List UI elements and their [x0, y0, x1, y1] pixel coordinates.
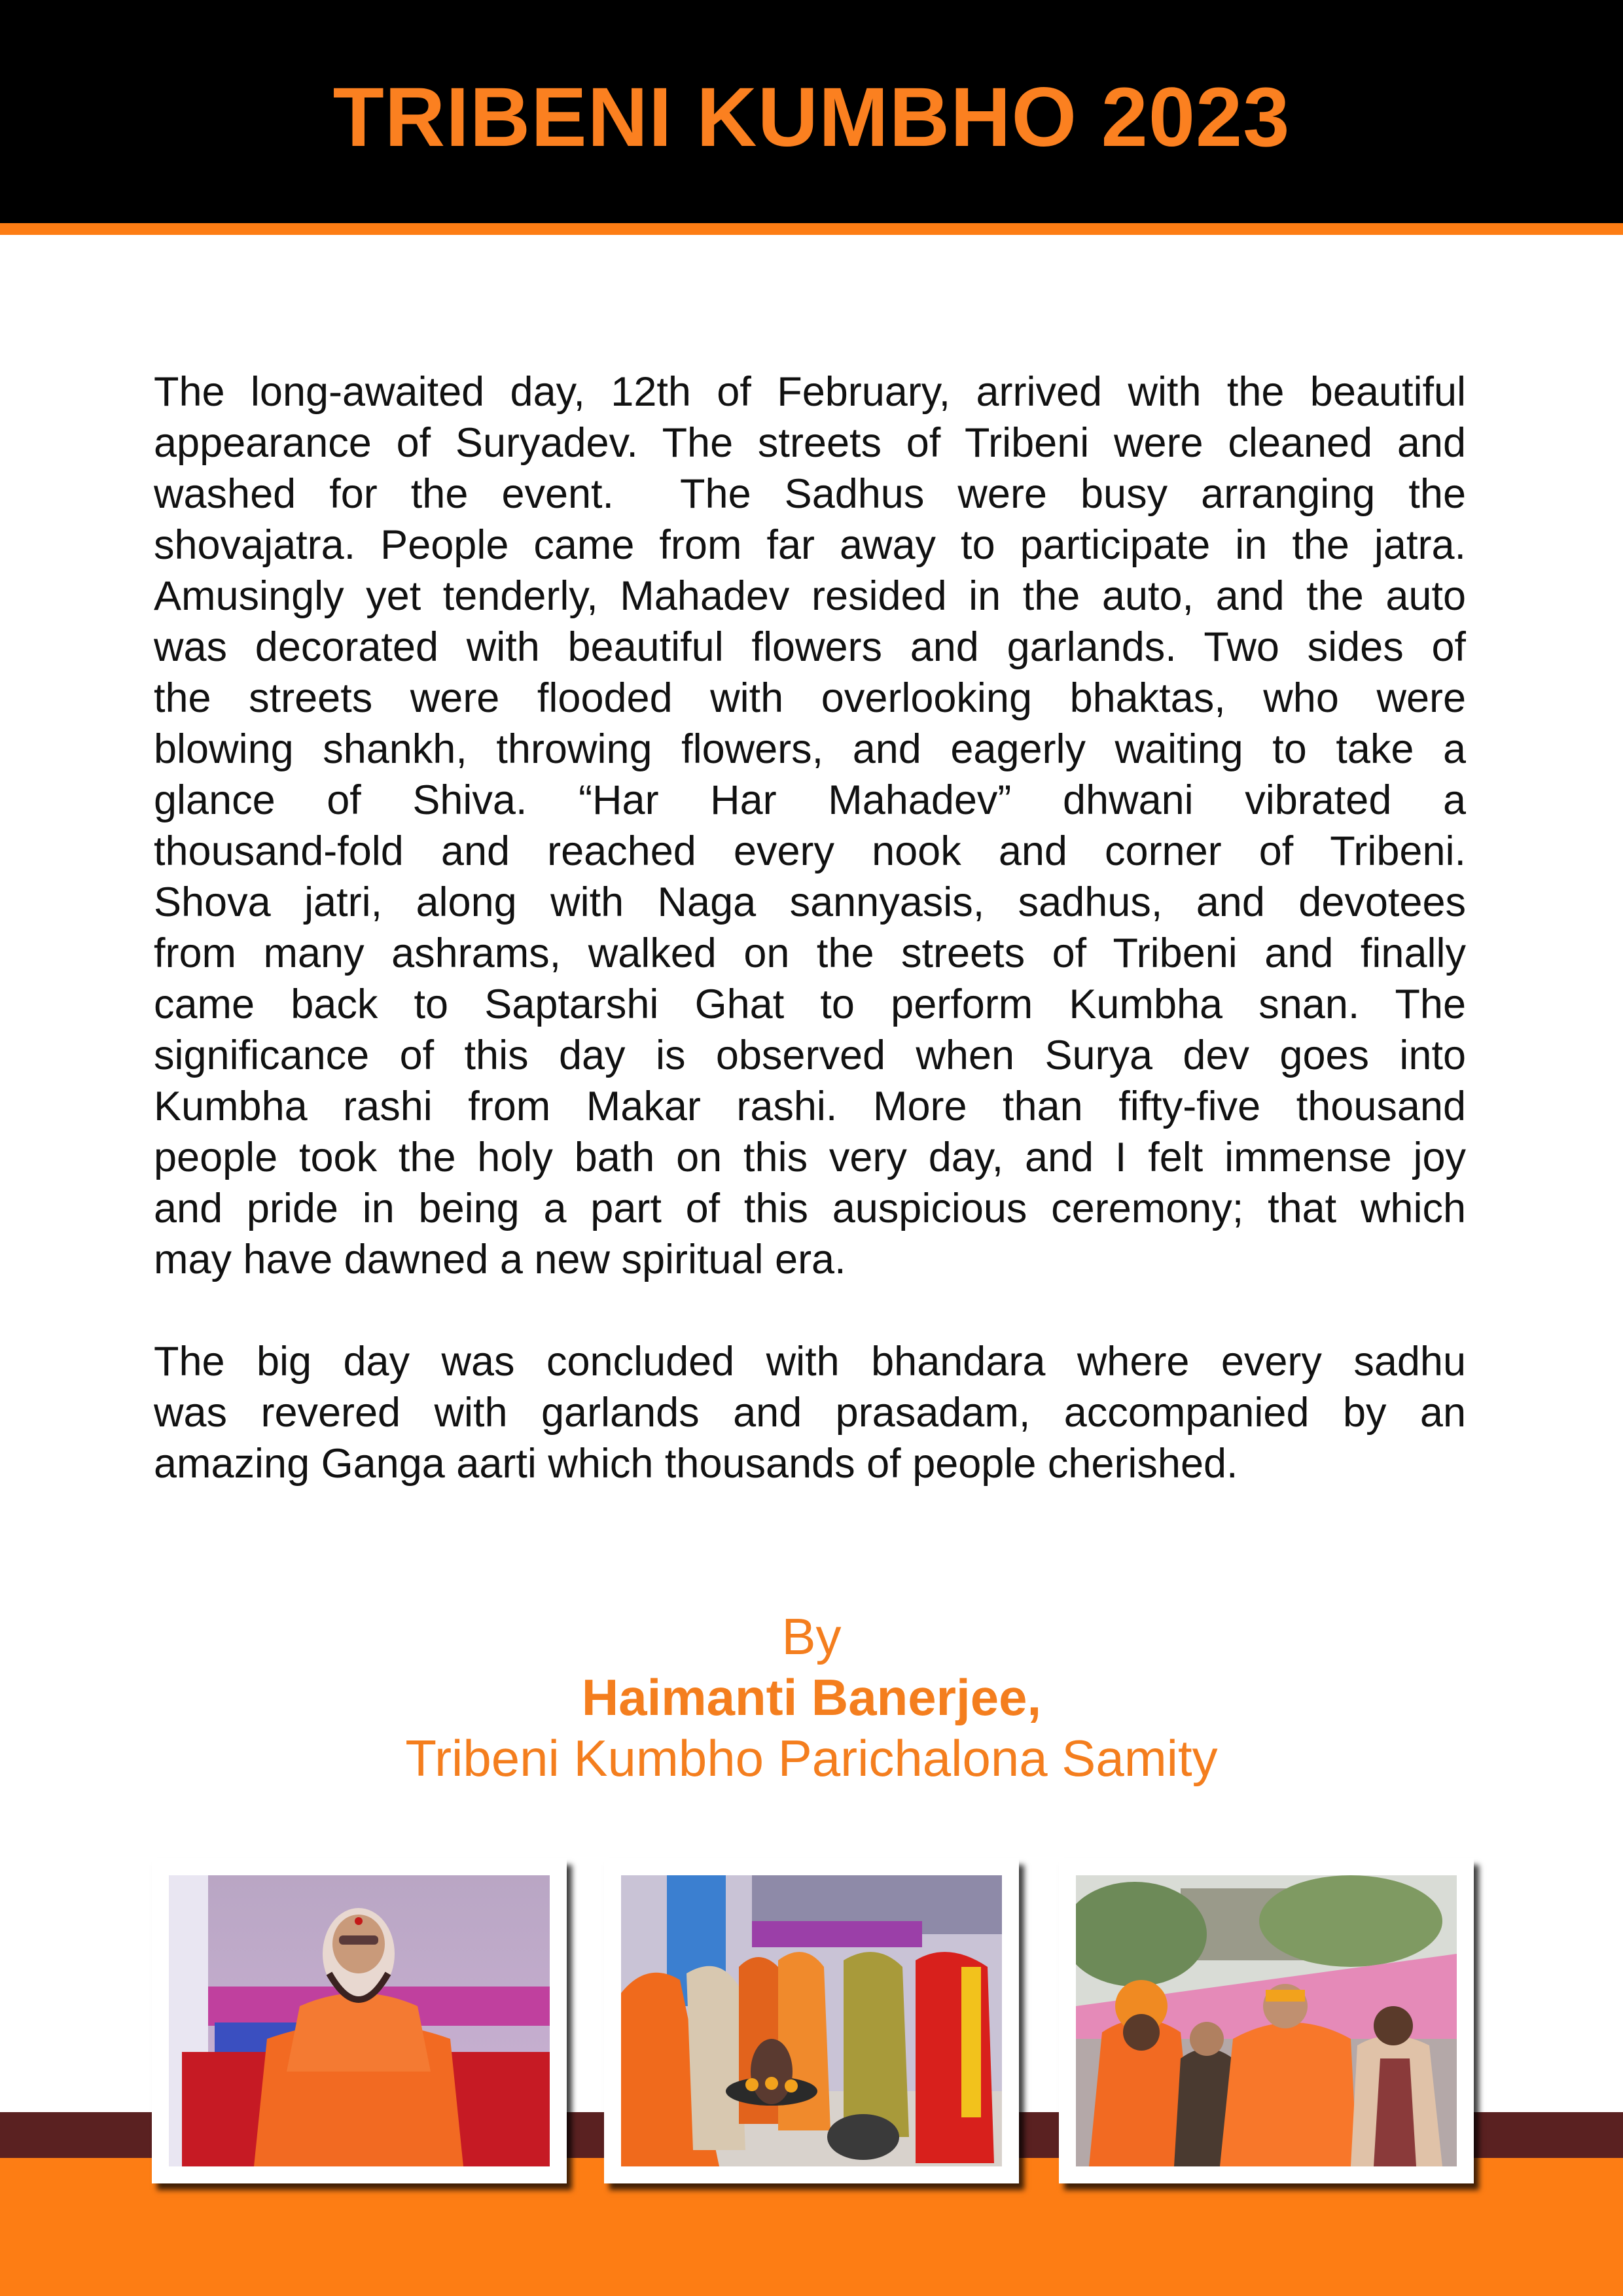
photo-frame-2: [604, 1858, 1019, 2183]
text-line: the streets were flooded with overlooking bhaktas, who were: [154, 675, 1466, 721]
text-line: and pride in being a part of this auspicious ceremony; that which: [154, 1186, 1466, 1231]
author-name: Haimanti Banerjee,: [581, 1669, 1042, 1726]
text-line: Amusingly yet tenderly, Mahadev resided in the auto, and the auto: [154, 573, 1466, 619]
seated-sadhu-photo: [169, 1875, 550, 2166]
text-line: The big day was concluded with bhandara where every sadhu: [154, 1339, 1466, 1385]
text-line: appearance of Suryadev. The streets of Tribeni were cleaned and: [154, 420, 1466, 466]
byline-label: By: [781, 1608, 842, 1665]
photo-frame-1: [152, 1858, 567, 2183]
text-line: Shova jatri, along with Naga sannyasis, sadhus, and devotees: [154, 879, 1466, 925]
text-line: amazing Ganga aarti which thousands of people cherished.: [154, 1441, 1238, 1487]
header-bar: [0, 0, 1623, 223]
attribution-block: [0, 1606, 1623, 1789]
article-body: [154, 366, 1466, 1489]
page-title: TRIBENI KUMBHO 2023: [332, 71, 1291, 164]
paragraph-1: [154, 366, 1466, 1285]
text-line: was decorated with beautiful flowers and garlands. Two sides of: [154, 624, 1466, 670]
text-line: washed for the event. The Sadhus were busy arranging the: [154, 471, 1466, 517]
text-line: glance of Shiva. “Har Har Mahadev” dhwani vibrated a: [154, 777, 1466, 823]
text-line: was revered with garlands and prasadam, accompanied by an: [154, 1390, 1466, 1436]
text-line: significance of this day is observed when Surya dev goes into: [154, 1033, 1466, 1078]
text-line: Kumbha rashi from Makar rashi. More than fifty-five thousand: [154, 1084, 1466, 1129]
text-line: shovajatra. People came from far away to participate in the jatra.: [154, 522, 1466, 568]
text-line: thousand-fold and reached every nook and corner of Tribeni.: [154, 828, 1466, 874]
shivling-puja-photo: [621, 1875, 1002, 2166]
procession-sadhus-photo: [1076, 1875, 1457, 2166]
photo-frame-3: [1059, 1858, 1474, 2183]
text-line: may have dawned a new spiritual era.: [154, 1237, 846, 1282]
text-line: people took the holy bath on this very day, and I felt immense joy: [154, 1135, 1466, 1180]
text-line: blowing shankh, throwing flowers, and eagerly waiting to take a: [154, 726, 1466, 772]
text-line: came back to Saptarshi Ghat to perform Kumbha snan. The: [154, 981, 1466, 1027]
text-line: from many ashrams, walked on the streets of Tribeni and finally: [154, 930, 1466, 976]
paragraph-2: [154, 1336, 1466, 1489]
header-accent-stripe: [0, 223, 1623, 235]
author-organization: Tribeni Kumbho Parichalona Samity: [405, 1729, 1218, 1787]
text-line: The long-awaited day, 12th of February, arrived with the beautiful: [154, 369, 1466, 415]
